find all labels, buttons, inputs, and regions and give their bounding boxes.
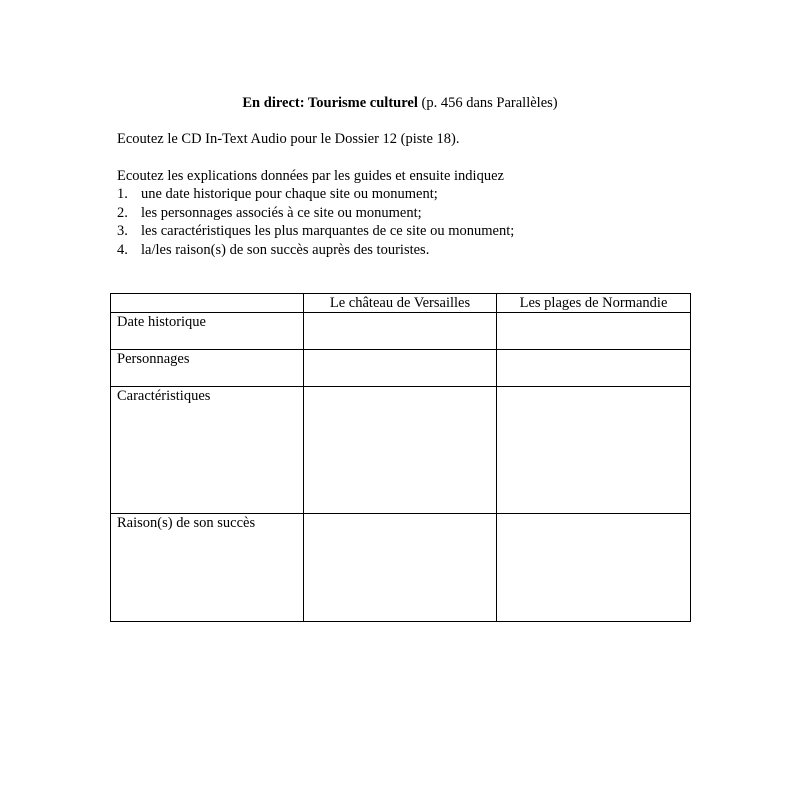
answer-cell[interactable] [304, 514, 497, 622]
instruction-list [117, 185, 514, 259]
answer-cell[interactable] [497, 514, 691, 622]
header-cell-empty [111, 294, 304, 313]
answer-cell[interactable] [304, 387, 497, 514]
answer-cell[interactable] [304, 313, 497, 350]
header-cell-versailles: Le château de Versailles [304, 294, 497, 313]
list-item-text: les caractéristiques les plus marquantes de ce site ou monument; [141, 223, 515, 239]
title-bold: En direct: Tourisme culturel [242, 95, 418, 111]
table-row [111, 514, 691, 622]
table-row [111, 313, 691, 350]
intro-instruction: Ecoutez les explications données par les guides et ensuite indiquez [117, 168, 504, 184]
table-row [111, 387, 691, 514]
list-item-text: la/les raison(s) de son succès auprès des touristes. [141, 241, 430, 258]
list-item-number: 2. [117, 204, 128, 221]
answer-cell[interactable] [497, 350, 691, 387]
listen-instruction: Ecoutez le CD In-Text Audio pour le Dossier 12 (piste 18). [117, 131, 460, 147]
list-item-text: les personnages associés à ce site ou monument; [141, 204, 422, 221]
list-item [117, 241, 514, 260]
row-label-caracteristiques: Caractéristiques [111, 387, 304, 514]
table-header-row [111, 294, 691, 313]
list-item [117, 222, 514, 241]
page-title [0, 94, 800, 112]
list-item [117, 185, 514, 204]
table-row [111, 350, 691, 387]
list-item-number: 4. [117, 241, 128, 258]
answer-cell[interactable] [304, 350, 497, 387]
list-item-number: 1. [117, 186, 128, 202]
row-label-personnages: Personnages [111, 350, 304, 387]
row-label-date: Date historique [111, 313, 304, 350]
list-item [117, 204, 514, 223]
title-reference: (p. 456 dans Parallèles) [417, 95, 558, 111]
answer-cell[interactable] [497, 313, 691, 350]
header-cell-normandie: Les plages de Normandie [497, 294, 691, 313]
row-label-raisons: Raison(s) de son succès [111, 514, 304, 622]
worksheet-table [110, 293, 691, 622]
answer-cell[interactable] [497, 387, 691, 514]
list-item-number: 3. [117, 223, 128, 239]
list-item-text: une date historique pour chaque site ou monument; [141, 186, 438, 202]
